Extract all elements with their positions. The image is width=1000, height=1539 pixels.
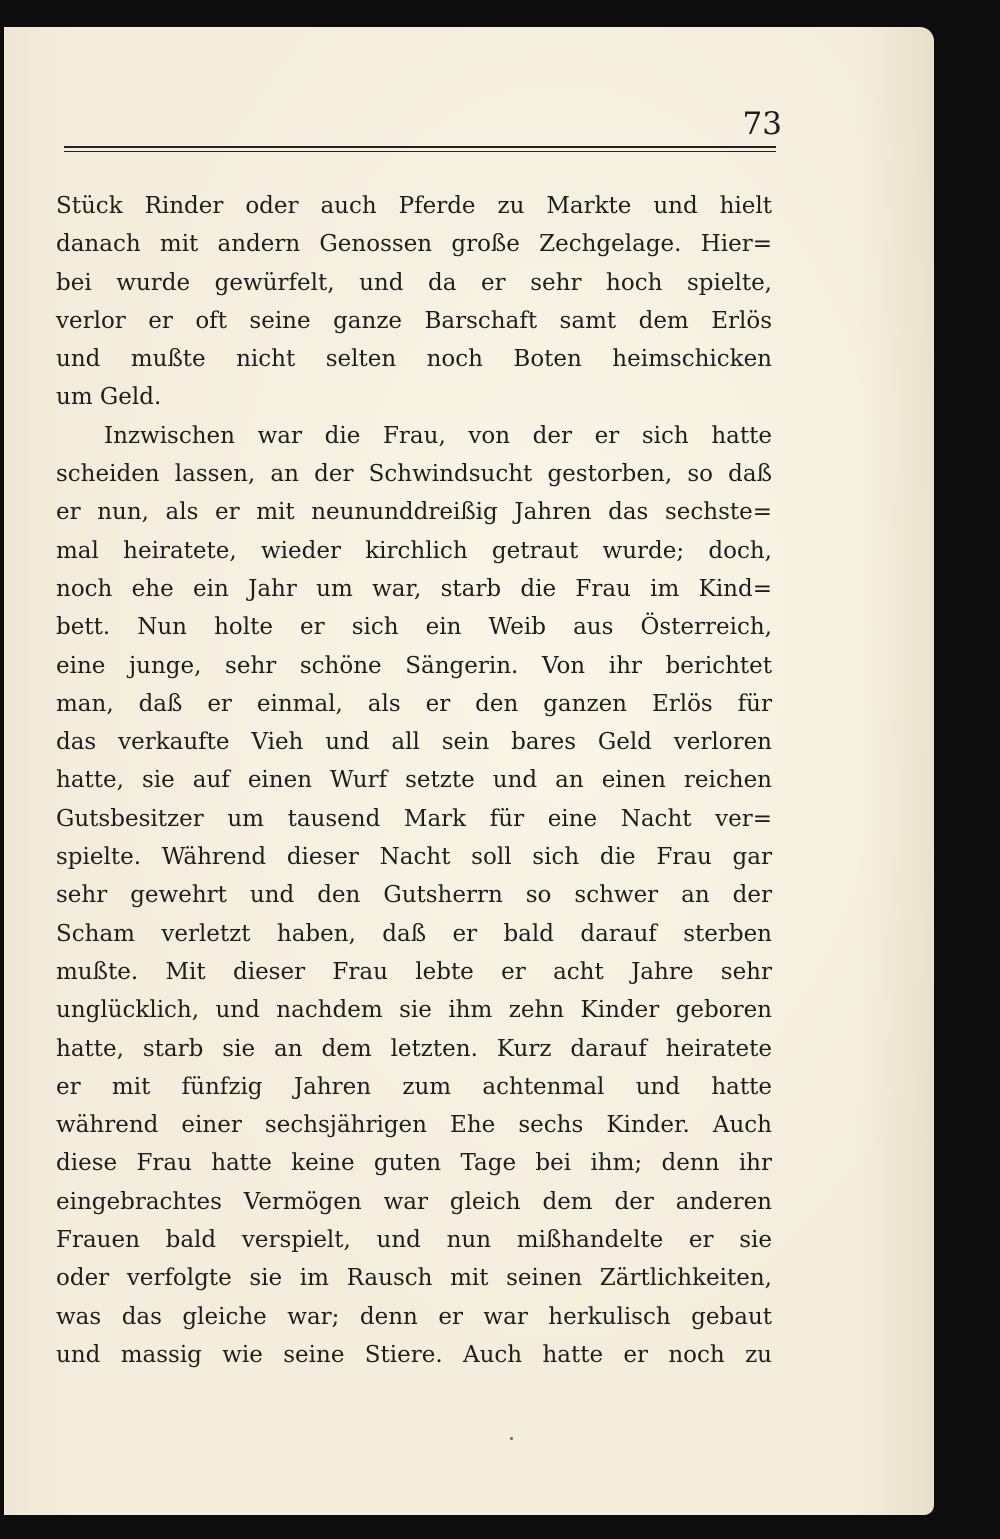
paper-speck [510,1437,513,1440]
text-line: mal heiratete, wieder kirchlich getraut wurde; doch, [56,537,772,564]
text-line: er nun, als er mit neununddreißig Jahren das sechste= [56,499,772,526]
text-line: eine junge, sehr schöne Sängerin. Von ihr berichtet [56,652,772,679]
text-line: noch ehe ein Jahr um war, starb die Frau im Kind= [56,575,772,602]
text-line: eingebrachtes Vermögen war gleich dem der anderen [56,1188,772,1215]
text-line: scheiden lassen, an der Schwindsucht gestorben, so daß [56,461,772,488]
text-line: Scham verletzt haben, daß er bald darauf sterben [56,920,772,947]
text-line: oder verfolgte sie im Rausch mit seinen Zärtlichkeiten, [56,1265,772,1292]
text-line: Frauen bald verspielt, und nun mißhandelte er sie [56,1227,772,1254]
header-rule-bottom [64,151,776,152]
text-line: er mit fünfzig Jahren zum achtenmal und hatte [56,1073,772,1100]
text-line: hatte, sie auf einen Wurf setzte und an einen reichen [56,767,772,794]
header-rule-top [64,146,776,148]
page-number: 73 [742,106,782,142]
text-line: während einer sechsjährigen Ehe sechs Kinder. Auch [56,1112,772,1139]
text-line: das verkaufte Vieh und all sein bares Geld verloren [56,729,772,756]
text-line: Inzwischen war die Frau, von der er sich hatte [104,422,772,449]
text-line: um Geld. [56,384,162,411]
text-line: und massig wie seine Stiere. Auch hatte er noch zu [56,1341,772,1368]
text-line: sehr gewehrt und den Gutsherrn so schwer an der [56,882,772,909]
body-text [56,187,772,1374]
text-line: unglücklich, und nachdem sie ihm zehn Kinder geboren [56,997,772,1024]
text-line: hatte, starb sie an dem letzten. Kurz darauf heiratete [56,1035,772,1062]
text-line: was das gleiche war; denn er war herkulisch gebaut [56,1303,772,1330]
text-line: Stück Rinder oder auch Pferde zu Markte und hielt [56,193,772,219]
text-line: verlor er oft seine ganze Barschaft samt dem Erlös [56,307,772,334]
text-line: spielte. Während dieser Nacht soll sich die Frau gar [56,844,772,871]
text-line: und mußte nicht selten noch Boten heimschicken [56,346,772,373]
text-line: man, daß er einmal, als er den ganzen Erlös für [56,690,772,717]
text-line: danach mit andern Genossen große Zechgelage. Hier= [56,231,772,258]
text-line: mußte. Mit dieser Frau lebte er acht Jahre sehr [56,958,772,985]
book-page [4,27,934,1515]
text-line: Gutsbesitzer um tausend Mark für eine Nacht ver= [56,805,772,832]
text-line: bett. Nun holte er sich ein Weib aus Österreich, [56,614,772,641]
text-line: bei wurde gewürfelt, und da er sehr hoch spielte, [56,269,772,296]
text-line: diese Frau hatte keine guten Tage bei ihm; denn ihr [56,1150,772,1177]
